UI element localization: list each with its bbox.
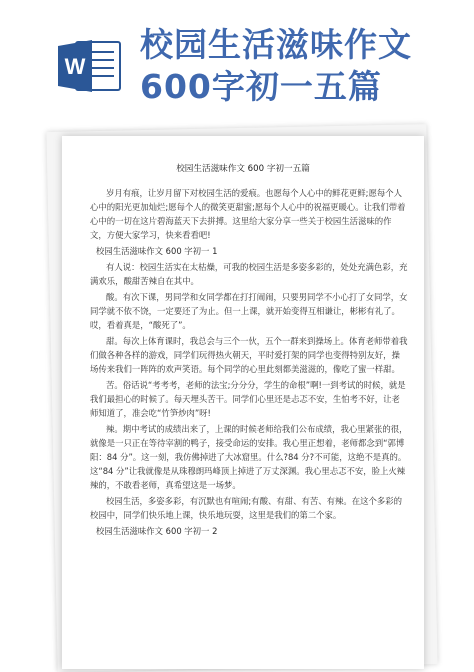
paragraph: 甜。每次上体育课时，我总会与三个一伙，五个一群来到操场上。体育老师带着我们做各种各样的游戏，同学们玩得热火朝天，平时爱打架的同学也变得特别友好，操场传来我们一阵阵的欢声笑语。每个同学的心里此刻都美滋滋的，像吃了蜜一样甜。 [90,336,408,374]
paragraph: 苦。俗话说“考考考，老师的法宝;分分分，学生的命根”啊!一到考试的时候，就是我们最担心的时候了。每天埋头苦干。同学们心里还是忐忑不安，生怕考不好，让老师知道了，准会吃“竹笋炒肉”呀! [90,380,406,418]
paragraph: 有人说：校园生活实在太枯燥，可我的校园生活是多姿多彩的，处处充满色彩，充满欢乐，酸甜苦辣自在其中。 [90,262,408,286]
banner-title: 校园生活滋味作文600字初一五篇 [140,25,412,106]
paragraph: 酸。有次下课，男同学和女同学都在打打闹闹，只要男同学不小心打了女同学，女同学就不依不饶，一定要还了为止。但一上课，就开始变得互相谦让，彬彬有礼了。哎，看着真是，“酸死了”。 [90,292,408,330]
document-body [90,186,408,540]
section-heading-1: 校园生活滋味作文 600 字初一 1 [96,246,218,256]
paragraph: 校园生活，多姿多彩，有沉默也有喧闹;有酸、有甜、有苦、有辣。在这个多彩的校园中，同学们快乐地上课，快乐地玩耍，这里是我们的第二个家。 [90,496,402,520]
document-page [62,136,424,669]
section-heading-2: 校园生活滋味作文 600 字初一 2 [96,526,218,536]
document-title: 校园生活滋味作文 600 字初一五篇 [176,164,310,174]
word-logo-letter: W [64,54,86,79]
word-icon [58,38,122,94]
paragraph-intro: 岁月有痕，让岁月留下对校园生活的爱痕。也愿每个人心中的鲜花更鲜;愿每个人心中的阳光更加灿烂;愿每个人的微笑更甜蜜;愿每个人心中的祝福更暖心。让我们带着心中的一切在这片碧海蓝天下去拼搏。这里给大家分享一些关于校园生活滋味的作文，方便大家学习，快来看看吧! [90,188,406,240]
header-banner [0,0,474,120]
paragraph: 辣。期中考试的成绩出来了，上课的时候老师给我们公布成绩，我心里紧张的很，就像是一只正在等待宰割的鸭子，接受命运的安排。我心里正想着，老师都念到“郭博阳：84 分”。这一刻，我仿佛掉进了大冰窟里。什么?84 分?不可能，这绝不是真的。这“84 分”让我就像是从珠穆朗玛峰顶上掉进了万丈深渊。我心里忐忑不安，脸上火辣辣的，不敢看老师，真希望这是一场梦。 [90,424,408,490]
